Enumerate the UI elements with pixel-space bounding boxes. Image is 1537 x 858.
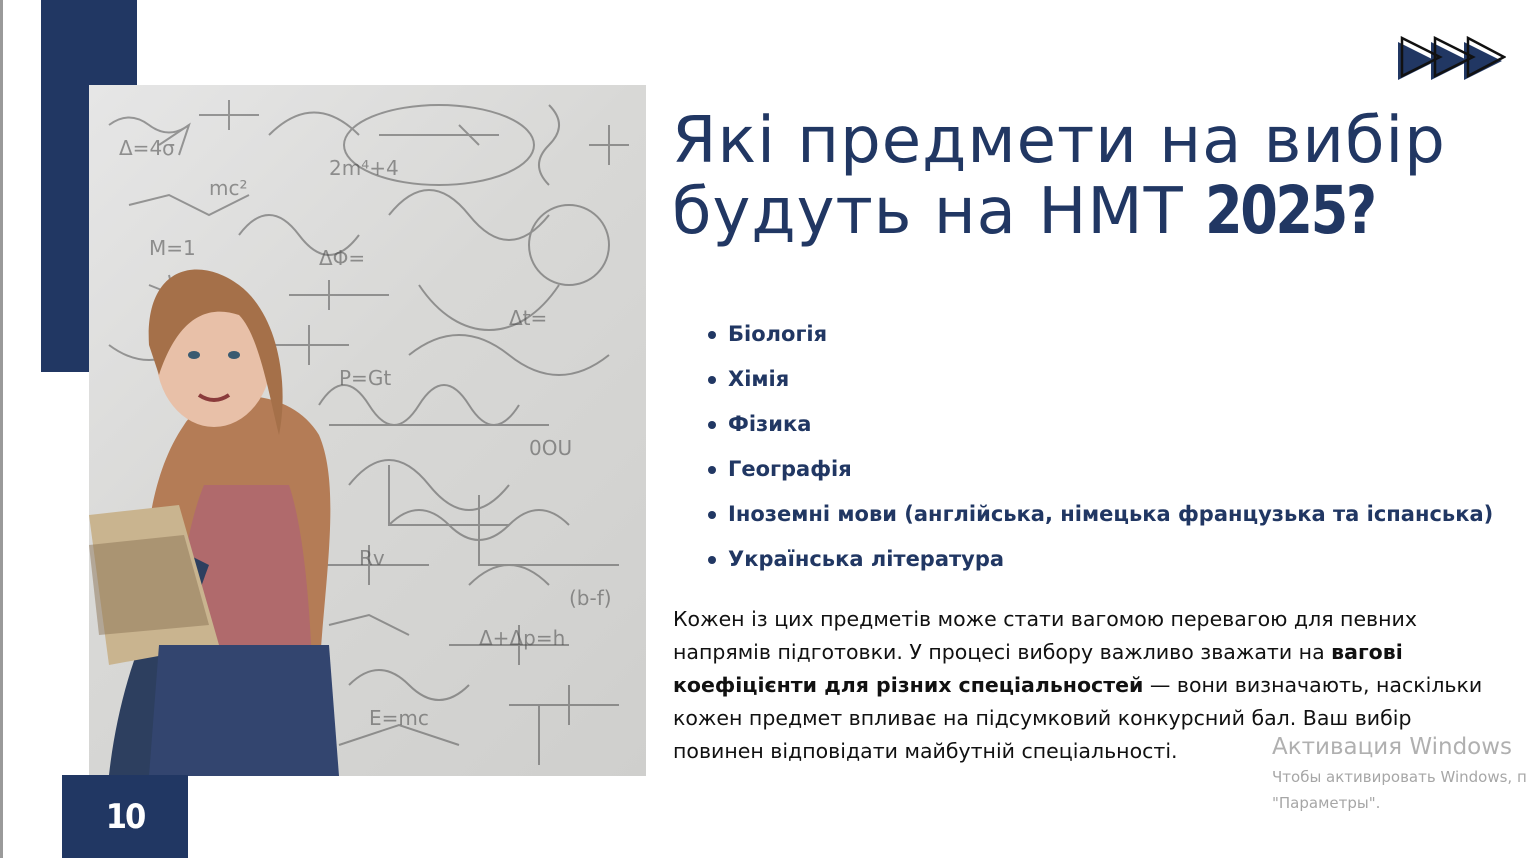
svg-text:2m⁴+4: 2m⁴+4: [329, 156, 399, 180]
page-number: 10: [105, 796, 145, 837]
subject-label: Географія: [728, 457, 852, 481]
svg-text:P=Gt: P=Gt: [339, 366, 392, 390]
windows-activation-watermark-line-1: Чтобы активировать Windows, п: [1272, 768, 1527, 786]
svg-text:M=1: M=1: [149, 236, 196, 260]
svg-text:Δ=4σ: Δ=4σ: [119, 136, 175, 160]
paragraph-text-1: Кожен із цих предметів може стати вагомою перевагою для певних напрямів підготовки. У процесі вибору важливо зважати на: [673, 607, 1417, 664]
svg-text:E=mc: E=mc: [369, 706, 429, 730]
triple-play-arrows-icon: [1396, 36, 1506, 86]
list-item: [708, 447, 1493, 492]
title-year: 2025?: [1205, 172, 1375, 249]
svg-text:Δ+Δp=h: Δ+Δp=h: [479, 626, 566, 650]
student-photo: [89, 85, 646, 776]
svg-text:Δt=: Δt=: [509, 306, 548, 330]
paragraph-bold-text: вагові коефіцієнти для різних спеціальностей: [673, 640, 1403, 697]
list-item: [708, 402, 1493, 447]
svg-text:0OU: 0OU: [529, 436, 573, 460]
subjects-list: [708, 312, 1493, 582]
subject-label: Фізика: [728, 412, 812, 436]
bullet-icon: [708, 421, 716, 429]
bullet-icon: [708, 556, 716, 564]
windows-activation-watermark-title: Активация Windows: [1272, 734, 1513, 760]
subject-label: Іноземні мови (англійська, німецька французька та іспанська): [728, 502, 1494, 526]
bullet-icon: [708, 331, 716, 339]
svg-text:ΔΦ=: ΔΦ=: [319, 246, 366, 270]
list-item: [708, 492, 1493, 537]
bullet-icon: [708, 466, 716, 474]
left-edge-line: [0, 0, 3, 858]
bullet-icon: [708, 511, 716, 519]
subject-label: Хімія: [728, 367, 790, 391]
subject-label: Українська література: [728, 547, 1005, 571]
windows-activation-watermark-line-2: "Параметры".: [1272, 794, 1381, 812]
svg-text:(b-f): (b-f): [569, 586, 612, 610]
subject-label: Біологія: [728, 322, 828, 346]
svg-text:Rv: Rv: [359, 546, 385, 570]
list-item: [708, 312, 1493, 357]
title-line-2: будуть на НМТ: [672, 175, 1184, 249]
list-item: [708, 537, 1493, 582]
bullet-icon: [708, 376, 716, 384]
svg-text:mc²: mc²: [209, 176, 248, 200]
title-line-1: Які предмети на вибір: [672, 104, 1446, 178]
slide-title: [672, 106, 1512, 247]
paragraph-text-2: — вони визначають, наскільки кожен предмет впливає на підсумковий конкурсний бал. Ваш вибір повинен відповідати майбутній спеціальності.: [673, 673, 1483, 763]
list-item: [708, 357, 1493, 402]
page-number-box: [62, 775, 188, 858]
